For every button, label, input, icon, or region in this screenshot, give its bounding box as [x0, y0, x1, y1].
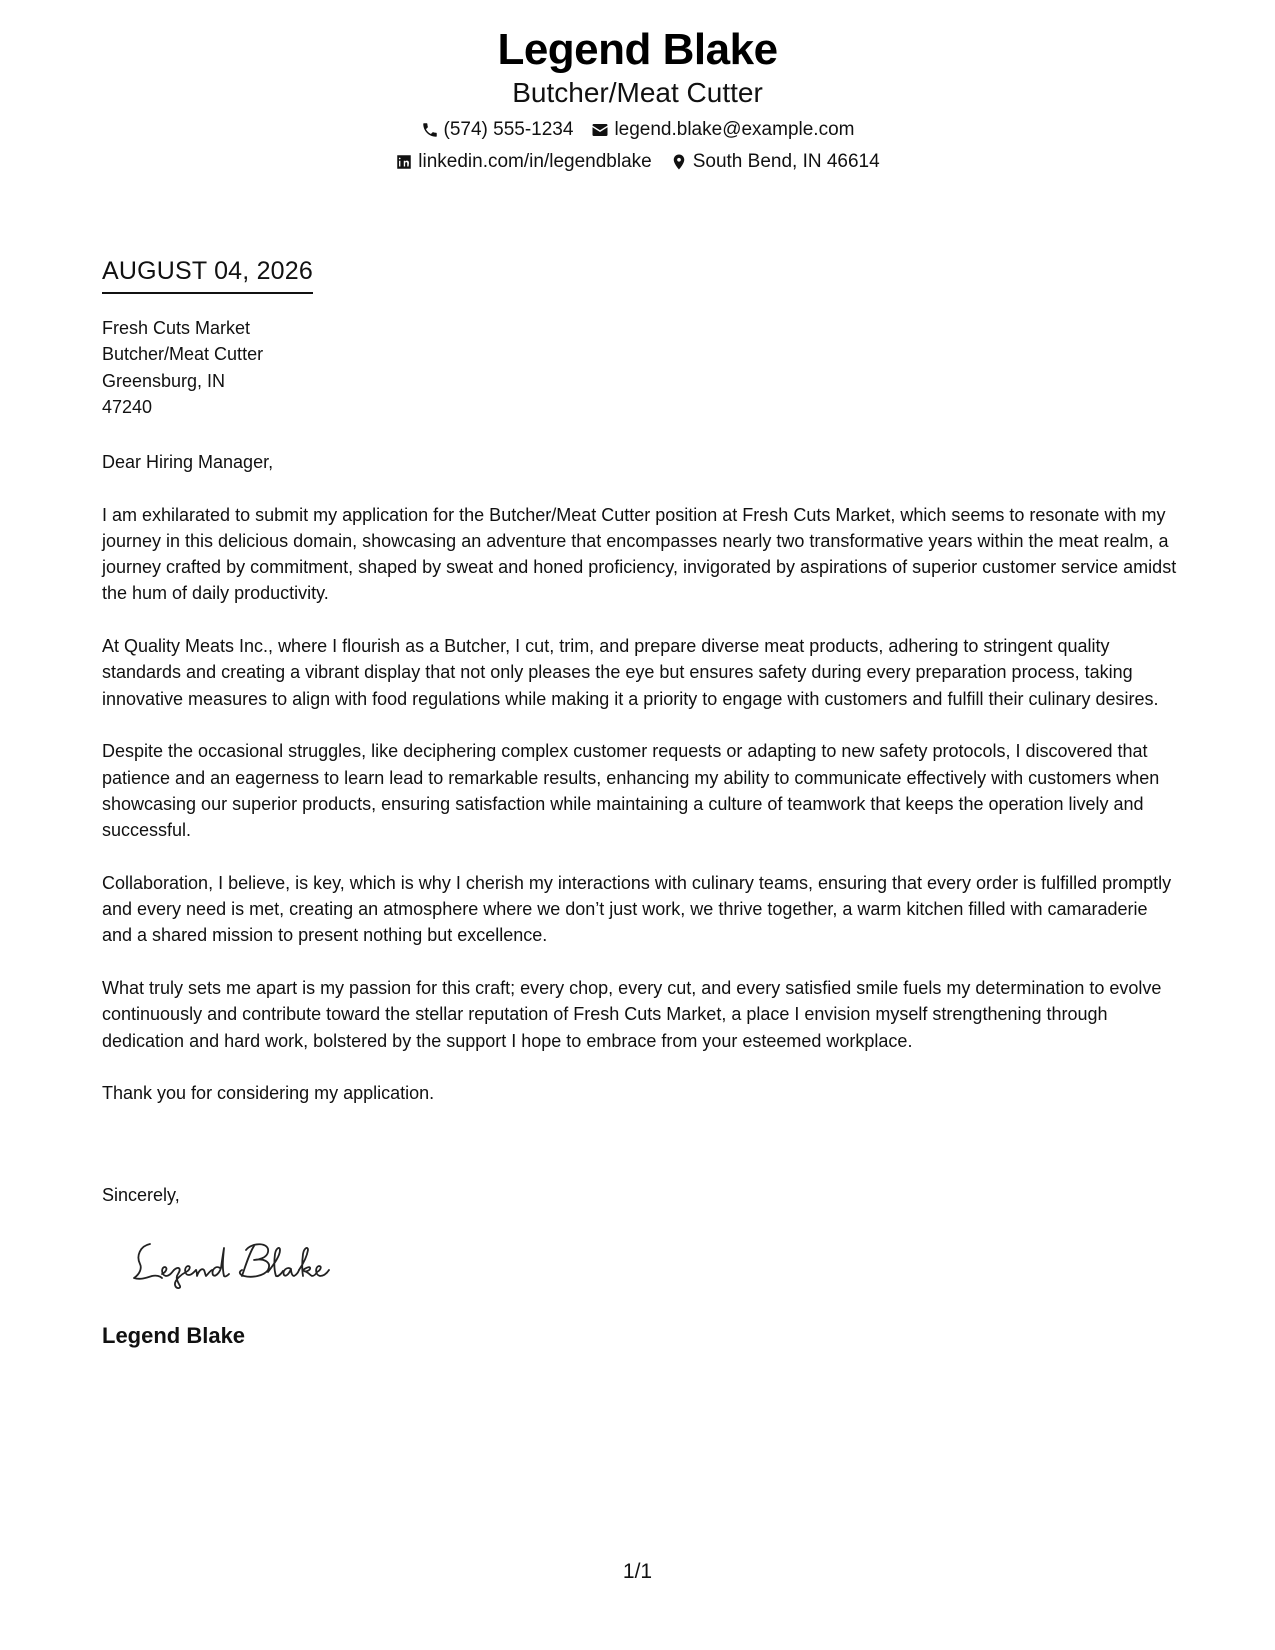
linkedin-icon — [395, 153, 413, 171]
body-paragraph-6: Thank you for considering my application. — [102, 1083, 435, 1104]
body-paragraph-3: Despite the occasional struggles, like deciphering complex customer requests or adapting to new safety protocols, I discovered that patience and an eagerness to learn lead to remarkable results, enhancing my ability to communicate effectively with customers when showcasing our superior products, ensuring satisfaction while maintaining a culture of teamwork that keeps the operation lively and successful. — [102, 741, 1160, 841]
recipient-zip: 47240 — [102, 396, 153, 417]
contact-location — [670, 150, 880, 174]
closing: Sincerely, — [102, 1185, 180, 1205]
recipient-position: Butcher/Meat Cutter — [102, 344, 264, 365]
handwritten-signature — [128, 1234, 338, 1290]
recipient-address — [102, 315, 263, 420]
recipient-company: Fresh Cuts Market — [102, 318, 251, 338]
phone-icon — [421, 121, 439, 139]
body-paragraph-5: What truly sets me apart is my passion for this craft; every chop, every cut, and every satisfied smile fuels my determination to evolve continuously and contribute toward the stellar reputation of Fresh Cuts Market, a place I envision myself strengthening through dedication and hard work, bolstered by the support I hope to embrace from your esteemed workplace. — [102, 977, 1162, 1051]
letter-date: AUGUST 04, 2026 — [102, 256, 313, 294]
email-text: legend.blake@example.com — [614, 119, 855, 140]
contact-linkedin[interactable] — [395, 150, 651, 174]
recipient-city-state: Greensburg, IN — [102, 370, 226, 391]
contact-row-1 — [0, 118, 1275, 142]
signed-name: Legend Blake — [102, 1323, 246, 1348]
salutation: Dear Hiring Manager, — [102, 452, 274, 472]
contact-phone — [421, 118, 574, 142]
location-text: South Bend, IN 46614 — [692, 151, 880, 172]
body-paragraph-1: I am exhilarated to submit my application for the Butcher/Meat Cutter position at Fresh Cuts Market, which seems to resonate with my journey in this delicious domain, showcasing an adventure that encompasses nearly two transformative years within the meat realm, a journey crafted by commitment, shaped by sweat and honed proficiency, invigorated by aspirations of superior customer service amidst the hum of daily productivity. — [102, 504, 1177, 604]
envelope-icon — [591, 121, 609, 139]
applicant-title: Butcher/Meat Cutter — [512, 77, 763, 108]
body-paragraph-4: Collaboration, I believe, is key, which is why I cherish my interactions with culinary teams, ensuring that every order is fulfilled promptly and every need is met, creating an atmosphere where we don’t just work, we thrive together, a warm kitchen filled with camaraderie and a shared mission to present nothing but excellence. — [102, 872, 1172, 946]
linkedin-text: linkedin.com/in/legendblake — [418, 151, 652, 172]
map-marker-icon — [670, 153, 688, 171]
phone-text: (574) 555-1234 — [443, 119, 574, 140]
applicant-name: Legend Blake — [497, 25, 778, 74]
page-number: 1/1 — [622, 1560, 653, 1583]
letter-body — [102, 449, 1182, 1133]
contact-row-2 — [0, 150, 1275, 174]
body-paragraph-2: At Quality Meats Inc., where I flourish as a Butcher, I cut, trim, and prepare diverse meat products, adhering to stringent quality standards and creating a vibrant display that not only pleases the eye but ensures safety during every preparation process, taking innovative measures to align with food regulations while making it a priority to engage with customers and fulfill their culinary desires. — [102, 636, 1159, 709]
letter-header — [0, 24, 1275, 174]
contact-email[interactable] — [591, 118, 854, 142]
